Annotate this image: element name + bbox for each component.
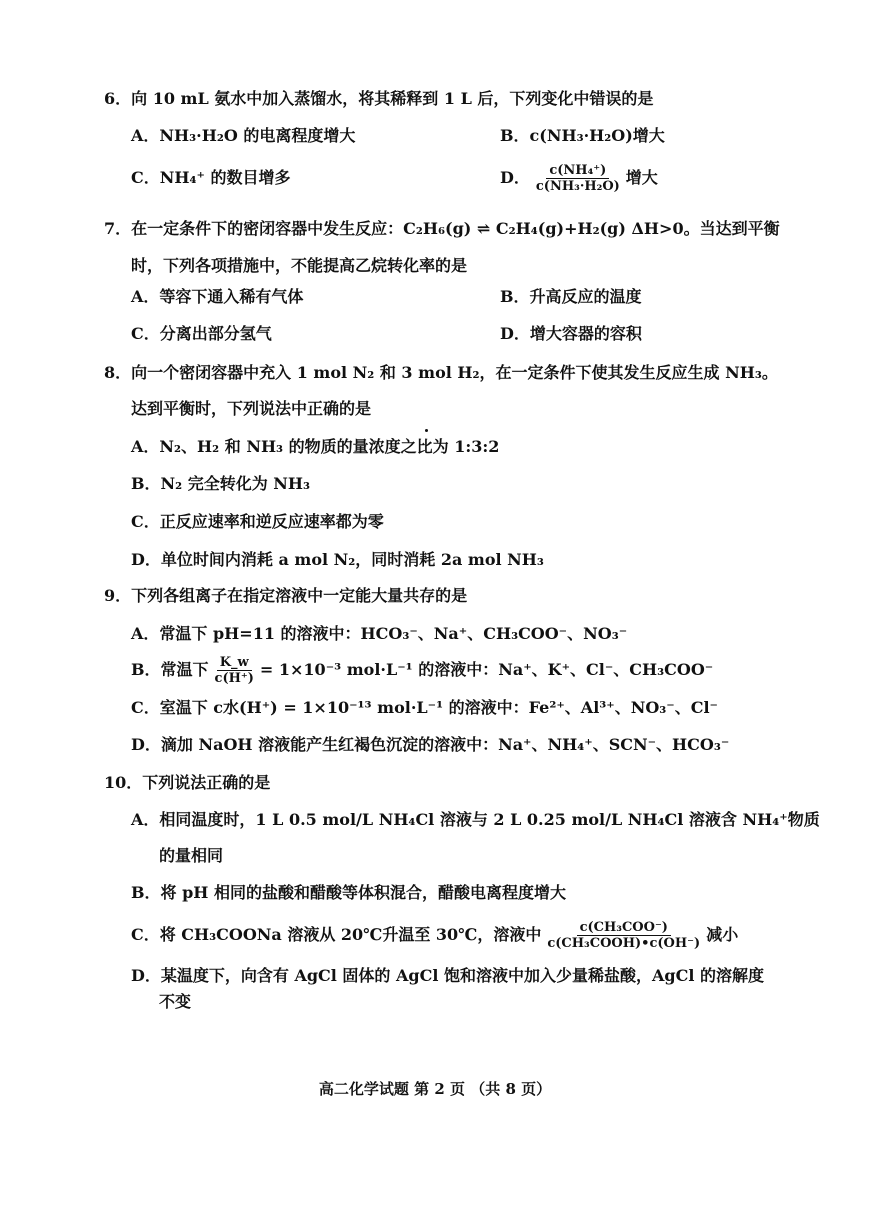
q10-option-d-line1: D．某温度下，向含有 AgCl 固体的 AgCl 饱和溶液中加入少量稀盐酸，AgCl 的溶解度 xyxy=(131,966,764,985)
q6-option-d xyxy=(500,156,658,200)
q9-option-a: A．常温下 pH=11 的溶液中：HCO₃⁻、Na⁺、CH₃COO⁻、NO₃⁻ xyxy=(131,624,628,643)
q7-stem-line2: 时，下列各项措施中，不能提高乙烷转化率的是 xyxy=(131,256,468,275)
q7-option-d: D．增大容器的容积 xyxy=(500,324,642,343)
q8-option-d: D．单位时间内消耗 a mol N₂，同时消耗 2a mol NH₃ xyxy=(131,550,544,569)
q6-option-a: A．NH₃·H₂O 的电离程度增大 xyxy=(131,126,356,145)
fraction-denominator: c(H⁺) xyxy=(214,671,254,686)
q8-option-b: B．N₂ 完全转化为 NH₃ xyxy=(131,474,311,493)
q7-option-b: B．升高反应的温度 xyxy=(500,287,642,306)
q8-stem-line1: 8．向一个密闭容器中充入 1 mol N₂ 和 3 mol H₂，在一定条件下使其发生反应生成 NH₃。 xyxy=(104,363,778,382)
q6-option-d-suffix: 增大 xyxy=(625,168,658,187)
q7-option-c: C．分离出部分氢气 xyxy=(131,324,272,343)
q6-option-c: C．NH₄⁺ 的数目增多 xyxy=(131,168,291,187)
q10-option-c-suffix: 减小 xyxy=(706,925,739,944)
q10-option-c-fraction xyxy=(544,920,703,951)
q10-option-a-line2: 的量相同 xyxy=(159,846,224,865)
q10-option-b: B．将 pH 相同的盐酸和醋酸等体积混合，醋酸电离程度增大 xyxy=(131,883,566,902)
fraction-denominator: c(NH₃·H₂O) xyxy=(535,179,620,194)
fraction-numerator: K_w xyxy=(217,655,252,671)
q6-option-d-prefix: D． xyxy=(500,168,530,187)
q10-option-c xyxy=(131,913,738,957)
emphasis-dot xyxy=(425,429,428,432)
q9-option-b-prefix: B．常温下 xyxy=(131,660,209,679)
q6-stem: 6．向 10 mL 氨水中加入蒸馏水，将其稀释到 1 L 后，下列变化中错误的是 xyxy=(104,89,654,108)
q9-option-c: C．室温下 c水(H⁺) = 1×10⁻¹³ mol·L⁻¹ 的溶液中：Fe²⁺、Al³⁺、NO₃⁻、Cl⁻ xyxy=(131,698,718,717)
q6-option-b: B．c(NH₃·H₂O)增大 xyxy=(500,126,665,145)
q10-option-a-line1: A．相同温度时，1 L 0.5 mol/L NH₄Cl 溶液与 2 L 0.25 mol/L NH₄Cl 溶液含 NH₄⁺物质 xyxy=(131,810,820,829)
q9-option-b-suffix: = 1×10⁻³ mol·L⁻¹ 的溶液中：Na⁺、K⁺、Cl⁻、CH₃COO⁻ xyxy=(259,660,714,679)
q7-stem-line1: 7．在一定条件下的密闭容器中发生反应：C₂H₆(g) ⇌ C₂H₄(g)+H₂(g) ΔH>0。当达到平衡 xyxy=(104,219,780,238)
q9-option-d: D．滴加 NaOH 溶液能产生红褐色沉淀的溶液中：Na⁺、NH₄⁺、SCN⁻、HCO₃⁻ xyxy=(131,735,730,754)
q10-stem: 10．下列说法正确的是 xyxy=(104,773,271,792)
q8-option-a: A．N₂、H₂ 和 NH₃ 的物质的量浓度之比为 1:3:2 xyxy=(131,437,500,456)
fraction-denominator: c(CH₃COOH)•c(OH⁻) xyxy=(547,936,701,951)
q8-stem-line2: 达到平衡时，下列说法中正确的是 xyxy=(131,399,372,418)
q8-option-c: C．正反应速率和逆反应速率都为零 xyxy=(131,512,384,531)
q7-option-a: A．等容下通入稀有气体 xyxy=(131,287,304,306)
q9-option-b xyxy=(131,648,713,692)
fraction-numerator: c(NH₄⁺) xyxy=(546,163,609,179)
q9-stem: 9．下列各组离子在指定溶液中一定能大量共存的是 xyxy=(104,586,468,605)
q10-option-d-line2: 不变 xyxy=(159,992,192,1011)
fraction-numerator: c(CH₃COO⁻) xyxy=(577,920,671,936)
page-footer: 高二化学试题 第 2 页 （共 8 页） xyxy=(318,1080,552,1098)
q10-option-c-prefix: C．将 CH₃COONa 溶液从 20℃升温至 30℃，溶液中 xyxy=(131,925,542,944)
q6-option-d-fraction xyxy=(533,163,623,194)
q9-option-b-fraction xyxy=(212,655,257,686)
